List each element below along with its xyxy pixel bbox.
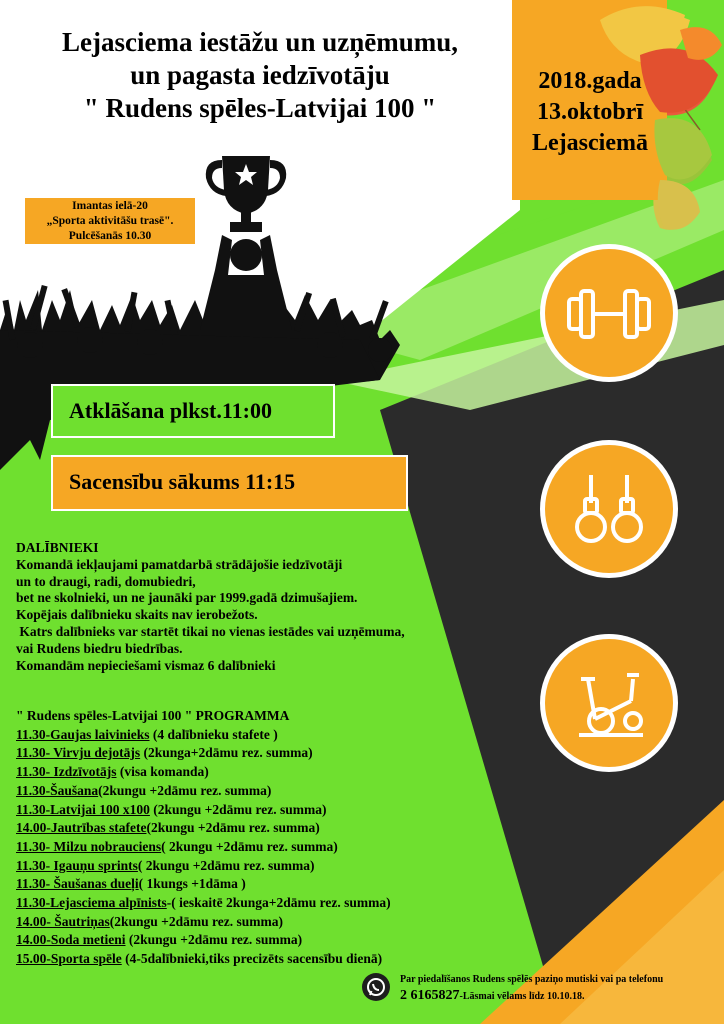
dumbbell-icon xyxy=(545,249,673,377)
footer-deadline: -Lāsmai vēlams līdz 10.10.18. xyxy=(459,991,585,1002)
venue-box xyxy=(25,198,195,244)
dumbbell-circle xyxy=(540,244,678,382)
program-item-title: 15.00-Sporta spēle xyxy=(16,951,122,967)
program-item xyxy=(16,763,391,782)
program-item-title: 14.00-Jautrības stafete xyxy=(16,820,147,836)
opening-text: Atklāšana plkst.11:00 xyxy=(69,398,272,423)
event-date xyxy=(510,66,670,159)
participants-section xyxy=(16,540,405,674)
program-item-title: 14.00- Šautriņas xyxy=(16,913,110,929)
program-item xyxy=(16,744,391,763)
title-line-1: Lejasciema iestāžu un uzņēmumu, xyxy=(62,27,458,57)
program-item xyxy=(16,875,391,894)
event-title xyxy=(0,26,520,125)
program-item-detail: (2kungu +2dāmu rez. summa) xyxy=(109,913,283,929)
program-item xyxy=(16,913,391,932)
program-item-detail: ( 1kungs +1dāma ) xyxy=(138,876,246,892)
program-item-title: 11.30-Lejasciema alpīnists xyxy=(16,895,167,911)
program-item-title: 11.30- Izdzīvotājs xyxy=(16,764,117,780)
exercise-bike-icon xyxy=(545,639,673,767)
participants-line: bet ne skolnieki, un ne jaunāki par 1999.gadā dzimušajiem. xyxy=(16,590,358,606)
phone-number: 2 6165827 xyxy=(400,988,460,1003)
program-item xyxy=(16,726,391,745)
program-item-detail: (4 dalībnieku stafete ) xyxy=(149,726,278,742)
whatsapp-icon xyxy=(362,973,390,1001)
program-item-detail: ( 2kungu +2dāmu rez. summa) xyxy=(137,857,315,873)
participants-line: vai Rudens biedru biedrības. xyxy=(16,640,183,656)
program-item-detail: -( ieskaitē 2kunga+2dāmu rez. summa) xyxy=(166,895,391,911)
date-line-2: 13.oktobrī xyxy=(536,99,643,125)
program-item-detail: (2kungu +2dāmu rez. summa) xyxy=(146,820,320,836)
program-item-title: 11.30- Virvju dejotājs xyxy=(16,745,141,761)
program-item-title: 11.30-Latvijai 100 x100 xyxy=(16,801,150,817)
start-text: Sacensību sākums 11:15 xyxy=(69,469,296,494)
program-item-detail: (2kungu +2dāmu rez. summa) xyxy=(149,801,327,817)
venue-line-1: Imantas ielā-20 xyxy=(72,200,148,212)
program-item-detail: (2kungu +2dāmu rez. summa) xyxy=(125,932,303,948)
program-item-detail: (2kungu +2dāmu rez. summa) xyxy=(98,782,272,798)
venue-line-3: Pulcēšanās 10.30 xyxy=(68,230,152,242)
footer-note: Par piedalīšanos Rudens spēlēs paziņo mutiski vai pa telefonu xyxy=(400,974,664,985)
date-line-1: 2018.gada xyxy=(538,68,642,94)
program-item-title: 11.30-Šaušana xyxy=(16,782,99,798)
participants-heading: DALĪBNIEKI xyxy=(16,540,99,555)
program-heading: " Rudens spēles-Latvijai 100 " PROGRAMMA xyxy=(16,708,290,723)
opening-banner xyxy=(51,384,335,438)
program-item xyxy=(16,950,391,969)
title-line-2: un pagasta iedzīvotāju xyxy=(130,60,390,90)
participants-line: un to draugi, radi, domubiedri, xyxy=(16,573,196,589)
program-item-title: 11.30- Igauņu sprints xyxy=(16,857,138,873)
title-line-3: " Rudens spēles-Latvijai 100 " xyxy=(83,93,437,123)
program-item xyxy=(16,782,391,801)
program-item xyxy=(16,931,391,950)
participants-line: Katrs dalībnieks var startēt tikai no vienas iestādes vai uzņēmuma, xyxy=(16,623,405,639)
program-item-title: 11.30- Šaušanas dueļi xyxy=(16,876,139,892)
participants-line: Kopējais dalībnieku skaits nav ierobežots. xyxy=(16,607,258,623)
venue-line-2: „Sporta aktivitāšu trasē". xyxy=(46,215,174,227)
program-item-detail: (visa komanda) xyxy=(116,764,209,780)
footer-contact xyxy=(400,988,585,1004)
participants-line: Komandā iekļaujami pamatdarbā strādājošie iedzīvotāji xyxy=(16,556,343,572)
program-item-title: 11.30-Gaujas laivinieks xyxy=(16,726,150,742)
program-section xyxy=(16,707,391,969)
program-item-title: 11.30- Milzu nobrauciens xyxy=(16,838,162,854)
program-item xyxy=(16,819,391,838)
date-line-3: Lejasciemā xyxy=(532,130,648,156)
bike-circle xyxy=(540,634,678,772)
program-item-detail: (2kunga+2dāmu rez. summa) xyxy=(140,745,313,761)
program-item xyxy=(16,894,391,913)
start-banner xyxy=(51,455,408,511)
program-item-detail: (4-5dalībnieki,tiks precizēts sacensību dienā) xyxy=(121,951,383,967)
rings-circle xyxy=(540,440,678,578)
gymnastic-rings-icon xyxy=(545,445,673,573)
program-item xyxy=(16,801,391,820)
program-item-title: 14.00-Soda metieni xyxy=(16,932,126,948)
program-item xyxy=(16,838,391,857)
program-item-detail: ( 2kungu +2dāmu rez. summa) xyxy=(161,838,338,854)
program-item xyxy=(16,857,391,876)
participants-line: Komandām nepieciešami vismaz 6 dalībnieki xyxy=(16,657,276,673)
